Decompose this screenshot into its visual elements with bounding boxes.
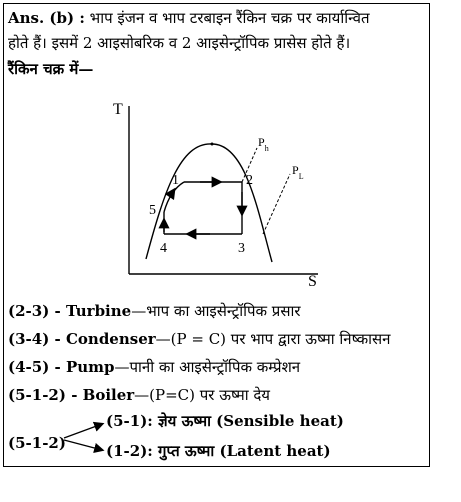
arrow-5-1 [170,190,174,196]
latent-heat-text: (1-2): गुप्त ऊष्मा (Latent heat) [106,442,331,460]
ph-label: $P_h$ [258,135,269,153]
pl-isobar [263,174,290,234]
process-row-condenser: (3-4) - Condenser—(P = C) पर भाप द्वारा ऊष्मा निष्कासन [8,330,391,348]
intro-line-2: होते हैं। इसमें 2 आइसोबरिक व 2 आइसेन्ट्रॉपिक प्रासेस होते हैं। [8,34,351,52]
sensible-heat-text: (5-1): ज्ञेय ऊष्मा (Sensible heat) [106,412,344,430]
axis-x-label: S [308,273,317,290]
point-2-label: 2 [246,173,253,188]
rankine-heading: रैंकिन चक्र में— [8,60,94,78]
pl-label: $P_L$ [292,163,304,181]
answer-label: Ans. (b) : [8,9,85,27]
point-5-label: 5 [149,203,156,218]
process-row-boiler: (5-1-2) - Boiler—(P=C) पर ऊष्मा देय [8,386,271,404]
heat-group-label: (5-1-2) [8,434,66,452]
axis-y-label: T [113,101,123,118]
intro-text-1: भाप इंजन व भाप टरबाइन रैंकिन चक्र पर कार्यान्वित [89,9,370,27]
arrow-sensible [64,424,102,438]
heat-branch-arrows [62,412,108,456]
process-row-pump: (4-5) - Pump—पानी का आइसेन्ट्रॉपिक कम्प्रेशन [8,358,301,376]
point-1-label: 1 [172,173,179,188]
process-row-turbine: (2-3) - Turbine—भाप का आइसेन्ट्रॉपिक प्रसार [8,302,301,320]
point-3-label: 3 [238,241,245,256]
rankine-ts-diagram [100,92,340,292]
intro-line-1 [8,9,370,27]
critical-point [211,143,214,146]
point-4-label: 4 [160,241,167,256]
arrow-latent [64,440,102,450]
